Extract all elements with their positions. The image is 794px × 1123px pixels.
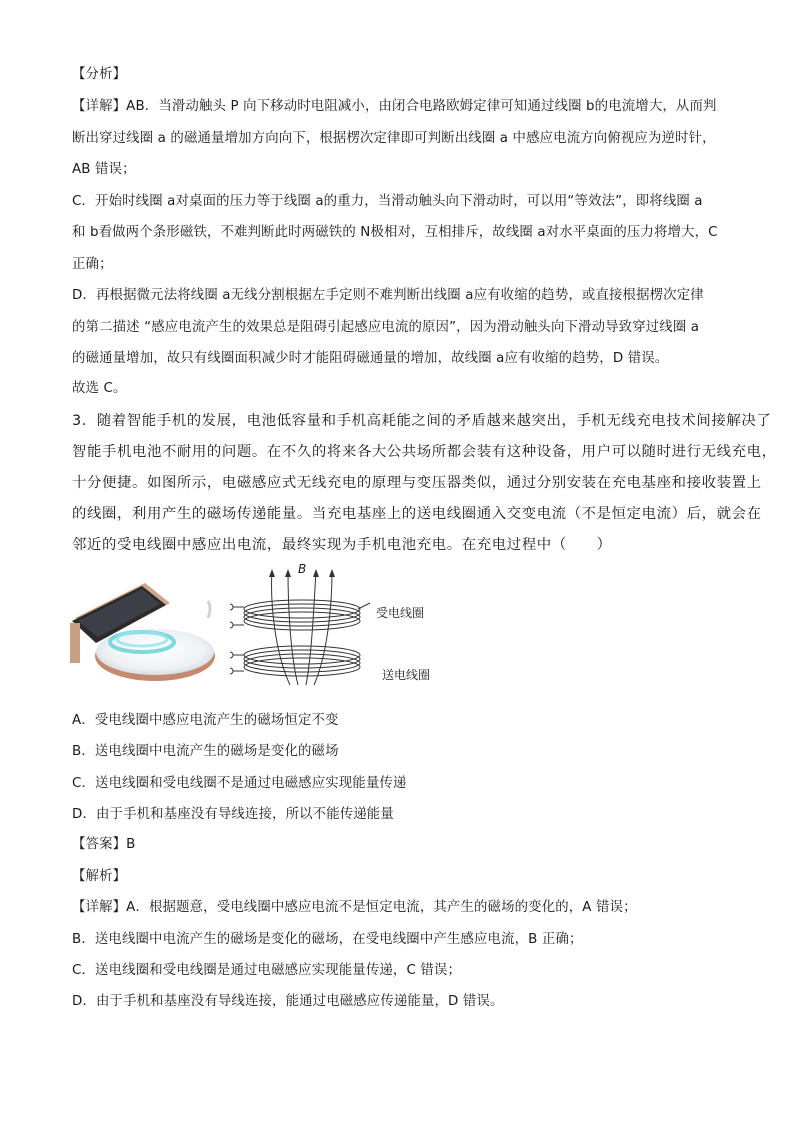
transmitter-coil-label: 送电线圈 [382,668,431,682]
explanation-line-1: 【详解】A．根据题意，受电线圈中感应电流不是恒定电流，其产生的磁场的变化的，A 错误； [72,900,637,915]
magnetic-field-label: B [298,562,307,576]
detail-line-9: 的磁通量增加，故只有线圈面积减少时才能阻碍磁通量的增加，故线圈 a应有收缩的趋势，D 错误。 [72,351,669,366]
explanation-line-2: B．送电线圈中电流产生的磁场是变化的磁场，在受电线圈中产生感应电流，B 正确； [72,932,583,947]
option-c: C．送电线圈和受电线圈不是通过电磁感应实现能量传递 [72,776,407,791]
detail-line-2: 断出穿过线圈 a 的磁通量增加方向向下，根据楞次定律即可判断出线圈 a 中感应电流方向俯视应为逆时针， [72,131,716,146]
option-d: D．由于手机和基座没有导线连接，所以不能传递能量 [72,807,394,822]
question-3-line-1: 3．随着智能手机的发展，电池低容量和手机高耗能之间的矛盾越来越突出，手机无线充电技术间接解决了 [72,413,772,429]
detail-line-1: 【详解】AB．当滑动触头 P 向下移动时电阻减小，由闭合电路欧姆定律可知通过线圈 b的电流增大，从而判 [72,99,717,114]
question-3-line-4: 的线圈，利用产生的磁场传递能量。当充电基座上的送电线圈通入交变电流（不是恒定电流）后，就会在 [72,506,762,522]
question-3-line-5: 邻近的受电线圈中感应出电流，最终实现为手机电池充电。在充电过程中（ ） [72,537,612,553]
detail-line-8: 的第二描述 “感应电流产生的效果总是阻碍引起感应电流的原因”，因为滑动触头向下滑动导致穿过线圈 a [72,320,700,335]
detail-line-6: 正确； [72,257,113,272]
detail-line-5: 和 b看做两个条形磁铁，不难判断此时两磁铁的 N极相对，互相排斥，故线圈 a对水平桌面的压力将增大，C [72,225,718,240]
receiver-coil-label: 受电线圈 [376,606,425,620]
conclusion-line: 故选 C。 [72,381,127,396]
explanation-heading: 【解析】 [72,869,127,884]
phone-charger-photo [70,563,215,688]
analysis-heading: 【分析】 [72,67,127,82]
question-3-line-3: 十分便捷。如图所示，电磁感应式无线充电的原理与变压器类似，通过分别安装在充电基座和接收装置上 [72,475,762,491]
option-a: A．受电线圈中感应电流产生的磁场恒定不变 [72,713,339,728]
detail-line-3: AB 错误； [72,162,136,177]
question-3-line-2: 智能手机电池不耐用的问题。在不久的将来各大公共场所都会装有这种设备，用户可以随时进行无线充电， [72,444,777,460]
answer-line: 【答案】B [72,837,136,852]
wireless-charging-figure [70,563,470,688]
option-b: B．送电线圈中电流产生的磁场是变化的磁场 [72,744,339,759]
explanation-line-3: C．送电线圈和受电线圈是通过电磁感应实现能量传递，C 错误； [72,963,462,978]
explanation-line-4: D．由于手机和基座没有导线连接，能通过电磁感应传递能量，D 错误。 [72,994,504,1009]
detail-line-7: D．再根据微元法将线圈 a无线分割根据左手定则不难判断出线圈 a应有收缩的趋势，或直接根据楞次定律 [72,288,704,303]
coil-diagram [230,563,470,688]
detail-line-4: C．开始时线圈 a对桌面的压力等于线圈 a的重力，当滑动触头向下滑动时，可以用“等效法”，即将线圈 a [72,194,703,209]
